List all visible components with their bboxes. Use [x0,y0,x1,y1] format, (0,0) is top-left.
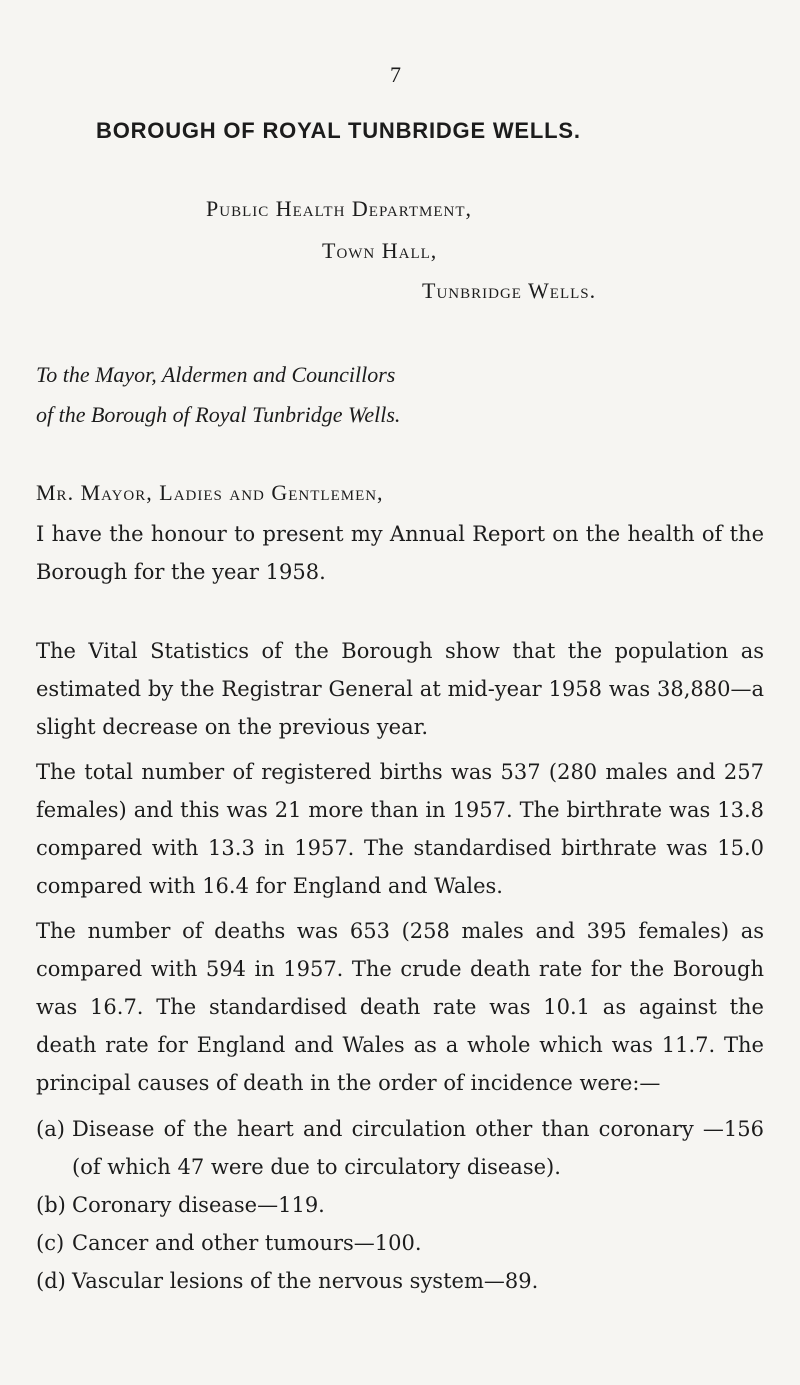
list-item-label: (a) [36,1117,65,1141]
page-number: 7 [390,62,401,87]
paragraph-intro: I have the honour to present my Annual Report on the health of the Borough for the year 1958. [36,522,764,584]
list-item-text: Cancer and other tumours—100. [72,1231,422,1255]
page-title: BOROUGH OF ROYAL TUNBRIDGE WELLS. [96,118,581,143]
list-item-label: (b) [36,1193,66,1217]
address-line-town-hall: Town Hall, [322,238,438,263]
list-item [36,1110,764,1186]
list-item-label: (d) [36,1269,66,1293]
list-item-text: Coronary disease—119. [72,1193,325,1217]
list-item [36,1224,764,1262]
list-item-label: (c) [36,1231,65,1255]
list-item [36,1262,764,1300]
list-item [36,1186,764,1224]
address-line-town: Tunbridge Wells. [422,278,597,303]
recipient-line-1: To the Mayor, Aldermen and Councillors [36,362,396,387]
salutation: Mr. Mayor, Ladies and Gentlemen, [36,480,384,505]
list-item-text: Disease of the heart and circulation other than coronary —156 (of which 47 were due to circulatory disease). [72,1117,764,1179]
paragraph-population: The Vital Statistics of the Borough show that the population as estimated by the Registrar General at mid-year 1958 was 38,880—a slight decrease on the previous year. [36,639,764,739]
paragraph-births: The total number of registered births was 537 (280 males and 257 females) and this was 21 more than in 1957. The birthrate was 13.8 compared with 13.3 in 1957. The standardised birthrate was 15.0 compared with 16.4 for England and Wales. [36,760,764,898]
paragraph-deaths: The number of deaths was 653 (258 males and 395 females) as compared with 594 in 1957. The crude death rate for the Borough was 16.7. The standardised death rate was 10.1 as against the death rate for England and Wales as a whole which was 11.7. The principal causes of death in the order of incidence were:— [36,919,764,1095]
recipient-line-2: of the Borough of Royal Tunbridge Wells. [36,402,401,427]
causes-of-death-list [36,1110,764,1300]
address-line-department: Public Health Department, [206,196,473,221]
list-item-text: Vascular lesions of the nervous system—89. [72,1269,539,1293]
